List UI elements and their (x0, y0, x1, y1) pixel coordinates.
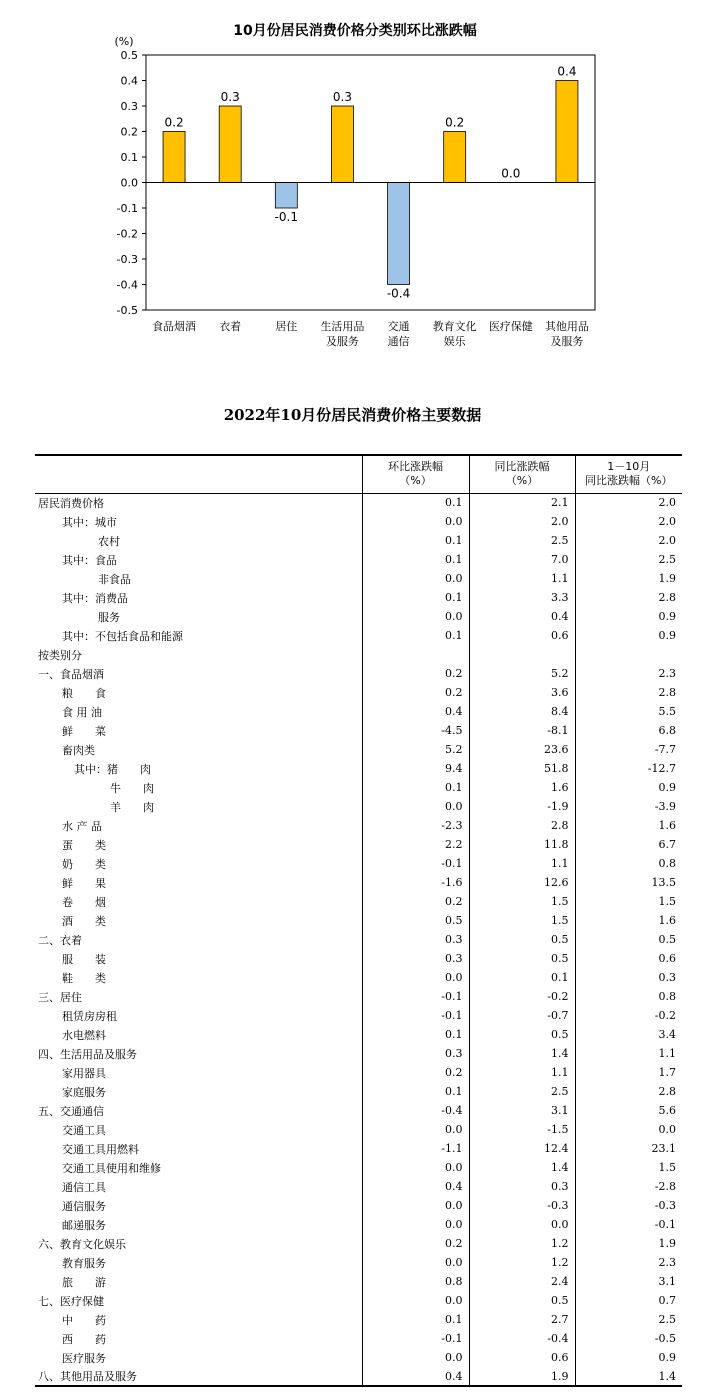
mom-value: 0.0 (362, 1348, 469, 1367)
bar-data-label: 0.0 (501, 166, 521, 181)
ytd-value: 0.3 (575, 968, 682, 987)
yoy-value: 3.3 (469, 588, 575, 607)
ytd-value: 6.7 (575, 835, 682, 854)
header-cell (35, 455, 362, 493)
yoy-value: 1.1 (469, 854, 575, 873)
mom-value: 0.4 (362, 702, 469, 721)
mom-value: 0.1 (362, 626, 469, 645)
yoy-value: 1.1 (469, 1063, 575, 1082)
header-text: （%） (505, 474, 539, 488)
table-row (35, 740, 682, 759)
yoy-value (469, 645, 575, 664)
mom-value: 0.1 (362, 493, 469, 512)
table-row (35, 683, 682, 702)
mom-value: 0.1 (362, 1310, 469, 1329)
yoy-value: 1.4 (469, 1158, 575, 1177)
mom-value: 0.0 (362, 607, 469, 626)
ytd-value: 1.9 (575, 569, 682, 588)
mom-value: 0.3 (362, 949, 469, 968)
table-row (35, 1120, 682, 1139)
yoy-value: -0.4 (469, 1329, 575, 1348)
ytd-value: 2.8 (575, 588, 682, 607)
mom-value: 0.0 (362, 1291, 469, 1310)
ytd-value: 3.4 (575, 1025, 682, 1044)
mom-value: 0.0 (362, 512, 469, 531)
chart-title: 10月份居民消费价格分类别环比涨跌幅 (233, 23, 477, 39)
mom-value: 0.2 (362, 683, 469, 702)
ytd-value: 1.7 (575, 1063, 682, 1082)
bar (444, 132, 466, 183)
table-row (35, 759, 682, 778)
yoy-value: 1.4 (469, 1044, 575, 1063)
header-text: 环比涨跌幅 (388, 460, 443, 474)
table-row (35, 1310, 682, 1329)
table-row (35, 1253, 682, 1272)
yoy-value: 11.8 (469, 835, 575, 854)
ytd-value: 0.9 (575, 778, 682, 797)
ytd-value: 2.0 (575, 531, 682, 550)
x-category-label: 及服务 (550, 335, 584, 348)
yoy-value: 2.4 (469, 1272, 575, 1291)
table-row (35, 1329, 682, 1348)
y-tick-label: 0.0 (120, 176, 138, 190)
ytd-value: -3.9 (575, 797, 682, 816)
row-label: 租赁房房租 (62, 1009, 117, 1023)
yoy-value: 1.5 (469, 892, 575, 911)
table-row (35, 911, 682, 930)
yoy-value: 0.5 (469, 1025, 575, 1044)
ytd-value: 0.9 (575, 626, 682, 645)
ytd-value: 2.3 (575, 1253, 682, 1272)
row-label: 粮 食 (62, 686, 106, 700)
ytd-value: -7.7 (575, 740, 682, 759)
mom-value: 0.2 (362, 664, 469, 683)
x-category-label: 其他用品 (544, 320, 589, 333)
table-row (35, 1177, 682, 1196)
mom-value: 0.3 (362, 1044, 469, 1063)
yoy-value: 2.5 (469, 531, 575, 550)
ytd-value: 2.8 (575, 1082, 682, 1101)
row-label: 鲜 果 (62, 876, 106, 890)
ytd-value: 0.0 (575, 1120, 682, 1139)
row-label: 其中：不包括食品和能源 (62, 629, 183, 643)
table-row (35, 531, 682, 550)
row-label: 畜肉类 (62, 743, 95, 757)
row-label: 通信工具 (62, 1180, 106, 1194)
x-category-label: 通信 (387, 335, 410, 348)
ytd-value: 1.1 (575, 1044, 682, 1063)
yoy-value: -0.3 (469, 1196, 575, 1215)
mom-value: -0.1 (362, 1006, 469, 1025)
ytd-value: 1.4 (575, 1367, 682, 1386)
y-tick-label: 0.5 (120, 49, 138, 62)
mom-value: 0.2 (362, 892, 469, 911)
table-row (35, 702, 682, 721)
ytd-value: -0.3 (575, 1196, 682, 1215)
mom-value: -0.4 (362, 1101, 469, 1120)
ytd-value: 1.5 (575, 1158, 682, 1177)
ytd-value: 0.8 (575, 854, 682, 873)
row-label: 一、食品烟酒 (38, 667, 104, 681)
mom-value: 0.0 (362, 797, 469, 816)
row-label: 水 产 品 (62, 819, 102, 833)
table-row (35, 1348, 682, 1367)
bar-data-label: 0.4 (557, 64, 577, 79)
table-row (35, 1082, 682, 1101)
table-row (35, 1196, 682, 1215)
mom-value: -0.1 (362, 1329, 469, 1348)
y-tick-label: 0.3 (120, 100, 138, 113)
ytd-value: 5.5 (575, 702, 682, 721)
table-row (35, 512, 682, 531)
table-row (35, 1006, 682, 1025)
x-category-label: 交通 (387, 320, 410, 333)
ytd-value: -0.2 (575, 1006, 682, 1025)
mom-value: 0.0 (362, 1158, 469, 1177)
table-row (35, 892, 682, 911)
bar-data-label: 0.2 (445, 115, 465, 130)
mom-value: 0.1 (362, 550, 469, 569)
yoy-value: 3.6 (469, 683, 575, 702)
table-row (35, 1234, 682, 1253)
ytd-value: 2.8 (575, 683, 682, 702)
row-label: 交通工具 (62, 1123, 106, 1137)
row-label: 家用器具 (62, 1066, 106, 1080)
yoy-value: 1.1 (469, 569, 575, 588)
table-row (35, 930, 682, 949)
yoy-value: 8.4 (469, 702, 575, 721)
table-row (35, 1139, 682, 1158)
row-label: 酒 类 (62, 914, 106, 928)
yoy-value: 1.5 (469, 911, 575, 930)
y-axis-unit: (%) (114, 35, 134, 48)
ytd-value: 3.1 (575, 1272, 682, 1291)
table-row (35, 721, 682, 740)
x-category-label: 娱乐 (443, 335, 466, 348)
header-cell (575, 455, 682, 493)
bar-data-label: -0.4 (386, 286, 411, 301)
yoy-value: 0.3 (469, 1177, 575, 1196)
bar-data-label: 0.3 (220, 90, 240, 104)
row-label: 四、生活用品及服务 (38, 1047, 137, 1061)
ytd-value: 2.5 (575, 1310, 682, 1329)
row-label: 邮递服务 (62, 1218, 106, 1232)
row-label: 医疗服务 (62, 1351, 106, 1365)
cpi-mom-bar-chart (0, 0, 705, 380)
ytd-value: 6.8 (575, 721, 682, 740)
yoy-value: 1.9 (469, 1367, 575, 1386)
ytd-value: 1.6 (575, 911, 682, 930)
mom-value: -0.1 (362, 854, 469, 873)
table-row (35, 1063, 682, 1082)
table-row (35, 1367, 682, 1386)
row-label: 三、居住 (38, 990, 82, 1004)
yoy-value: 1.2 (469, 1234, 575, 1253)
x-category-label: 居住 (275, 320, 298, 333)
table-row (35, 493, 682, 512)
bar (275, 183, 297, 209)
y-tick-label: -0.4 (116, 278, 138, 292)
ytd-value: -12.7 (575, 759, 682, 778)
row-label: 食 用 油 (62, 705, 102, 719)
ytd-value: 1.6 (575, 816, 682, 835)
mom-value: 0.1 (362, 1025, 469, 1044)
ytd-value: 2.5 (575, 550, 682, 569)
ytd-value: 2.3 (575, 664, 682, 683)
mom-value: 0.0 (362, 1253, 469, 1272)
row-label: 羊 肉 (110, 800, 154, 814)
yoy-value: 23.6 (469, 740, 575, 759)
row-label: 家庭服务 (62, 1085, 106, 1099)
table-header-row (35, 455, 682, 493)
ytd-value: -0.5 (575, 1329, 682, 1348)
row-label: 八、其他用品及服务 (35, 1367, 362, 1386)
yoy-value: -8.1 (469, 721, 575, 740)
header-cell (362, 455, 469, 493)
ytd-value: 23.1 (575, 1139, 682, 1158)
table-row (35, 1101, 682, 1120)
mom-value: -4.5 (362, 721, 469, 740)
header-text: 同比涨跌幅（%） (585, 474, 673, 488)
yoy-value: 0.5 (469, 1291, 575, 1310)
mom-value: 0.8 (362, 1272, 469, 1291)
header-text: （%） (399, 474, 432, 488)
mom-value: 0.2 (362, 1063, 469, 1082)
table-title: 2022年10月份居民消费价格主要数据 (223, 406, 482, 424)
mom-value: 0.0 (362, 569, 469, 588)
bar (219, 106, 241, 183)
table-row (35, 550, 682, 569)
ytd-value: 2.0 (575, 512, 682, 531)
bar (331, 106, 353, 183)
table-row (35, 873, 682, 892)
yoy-value: 12.6 (469, 873, 575, 892)
y-tick-label: 0.4 (120, 74, 138, 88)
mom-value: -0.1 (362, 987, 469, 1006)
row-label: 交通工具使用和维修 (62, 1161, 161, 1175)
yoy-value: -0.7 (469, 1006, 575, 1025)
mom-value: 0.1 (362, 1082, 469, 1101)
bar-data-label: 0.3 (332, 90, 352, 104)
mom-value: 0.0 (362, 1215, 469, 1234)
bar (163, 132, 185, 183)
row-label: 交通工具用燃料 (62, 1142, 139, 1156)
table-row (35, 607, 682, 626)
yoy-value: 2.0 (469, 512, 575, 531)
x-category-label: 医疗保健 (488, 320, 533, 333)
yoy-value: 2.5 (469, 1082, 575, 1101)
mom-value: 9.4 (362, 759, 469, 778)
yoy-value: -1.9 (469, 797, 575, 816)
row-label: 西 药 (62, 1332, 106, 1346)
table-row (35, 778, 682, 797)
ytd-value: 1.9 (575, 1234, 682, 1253)
yoy-value: 5.2 (469, 664, 575, 683)
row-label: 居民消费价格 (38, 496, 104, 510)
yoy-value: 2.1 (469, 493, 575, 512)
row-label: 鲜 菜 (62, 724, 106, 738)
yoy-value: 2.7 (469, 1310, 575, 1329)
y-tick-label: -0.2 (116, 227, 138, 241)
table-row (35, 797, 682, 816)
row-label: 六、教育文化娱乐 (38, 1237, 126, 1251)
table-row (35, 816, 682, 835)
y-tick-label: -0.3 (116, 253, 138, 266)
ytd-value: 5.6 (575, 1101, 682, 1120)
x-category-label: 衣着 (219, 320, 242, 333)
y-tick-label: 0.1 (120, 151, 138, 164)
table-row (35, 645, 682, 664)
row-label: 蛋 类 (62, 838, 106, 852)
yoy-value: 7.0 (469, 550, 575, 569)
yoy-value: 1.2 (469, 1253, 575, 1272)
table-row (35, 588, 682, 607)
row-label: 服务 (98, 610, 120, 624)
cpi-data-table (35, 454, 682, 1387)
table-row (35, 1291, 682, 1310)
header-text: 同比涨跌幅 (494, 460, 550, 474)
mom-value: 2.2 (362, 835, 469, 854)
yoy-value: 0.5 (469, 930, 575, 949)
mom-value: 5.2 (362, 740, 469, 759)
row-label: 鞋 类 (62, 971, 106, 985)
yoy-value: 0.5 (469, 949, 575, 968)
row-label: 其中：食品 (62, 553, 117, 567)
mom-value: 0.3 (362, 930, 469, 949)
bar (556, 81, 578, 183)
row-label: 其中：猪 肉 (74, 762, 151, 776)
row-label: 水电燃料 (62, 1028, 106, 1042)
row-label: 牛 肉 (110, 781, 154, 795)
mom-value: 0.0 (362, 1120, 469, 1139)
table-row (35, 626, 682, 645)
ytd-value: 0.8 (575, 987, 682, 1006)
mom-value (362, 645, 469, 664)
ytd-value: 0.9 (575, 1348, 682, 1367)
yoy-value: 1.6 (469, 778, 575, 797)
mom-value: 0.0 (362, 1196, 469, 1215)
row-label: 二、衣着 (38, 933, 82, 947)
table-row (35, 1272, 682, 1291)
yoy-value: -0.2 (469, 987, 575, 1006)
yoy-value: 3.1 (469, 1101, 575, 1120)
header-cell (469, 455, 575, 493)
ytd-value (575, 645, 682, 664)
yoy-value: 0.0 (469, 1215, 575, 1234)
mom-value: -1.1 (362, 1139, 469, 1158)
row-label: 旅 游 (62, 1275, 106, 1289)
x-category-label: 教育文化 (432, 320, 477, 333)
y-tick-label: -0.5 (116, 304, 138, 317)
table-row (35, 949, 682, 968)
ytd-value: 13.5 (575, 873, 682, 892)
row-label: 按类别分 (38, 648, 82, 662)
mom-value: 0.1 (362, 588, 469, 607)
mom-value: 0.2 (362, 1234, 469, 1253)
bar-data-label: -0.1 (274, 210, 299, 224)
ytd-value: -0.1 (575, 1215, 682, 1234)
table-row (35, 835, 682, 854)
mom-value: 0.0 (362, 968, 469, 987)
ytd-value: 0.7 (575, 1291, 682, 1310)
ytd-value: -2.8 (575, 1177, 682, 1196)
ytd-value: 0.9 (575, 607, 682, 626)
row-label: 五、交通通信 (38, 1104, 104, 1118)
mom-value: 0.1 (362, 531, 469, 550)
bar (388, 183, 410, 285)
ytd-value: 2.0 (575, 493, 682, 512)
row-label: 服 装 (62, 952, 106, 966)
ytd-value: 1.5 (575, 892, 682, 911)
table-row (35, 854, 682, 873)
yoy-value: 2.8 (469, 816, 575, 835)
row-label: 通信服务 (62, 1199, 106, 1213)
x-category-label: 及服务 (325, 335, 359, 348)
yoy-value: 51.8 (469, 759, 575, 778)
table-row (35, 987, 682, 1006)
mom-value: -2.3 (362, 816, 469, 835)
table-row (35, 968, 682, 987)
row-label: 其中：消费品 (62, 591, 128, 605)
x-category-label: 食品烟酒 (152, 320, 197, 333)
bar-data-label: 0.2 (164, 115, 184, 130)
yoy-value: 0.4 (469, 607, 575, 626)
yoy-value: -1.5 (469, 1120, 575, 1139)
table-row (35, 1044, 682, 1063)
mom-value: 0.4 (362, 1367, 469, 1386)
row-label: 七、医疗保健 (38, 1294, 104, 1308)
table-row (35, 1215, 682, 1234)
x-category-label: 生活用品 (320, 320, 365, 333)
row-label: 卷 烟 (62, 895, 106, 909)
y-tick-label: 0.2 (120, 125, 138, 139)
table-row (35, 664, 682, 683)
mom-value: 0.4 (362, 1177, 469, 1196)
row-label: 农村 (98, 534, 120, 548)
table-row (35, 1158, 682, 1177)
mom-value: -1.6 (362, 873, 469, 892)
header-text: 1－10月 (607, 460, 651, 474)
yoy-value: 0.1 (469, 968, 575, 987)
row-label: 中 药 (62, 1313, 106, 1327)
yoy-value: 0.6 (469, 1348, 575, 1367)
row-label: 其中：城市 (62, 515, 117, 529)
yoy-value: 12.4 (469, 1139, 575, 1158)
row-label: 教育服务 (62, 1256, 106, 1270)
ytd-value: 0.6 (575, 949, 682, 968)
mom-value: 0.1 (362, 778, 469, 797)
table-row (35, 1025, 682, 1044)
row-label: 奶 类 (62, 857, 106, 871)
mom-value: 0.5 (362, 911, 469, 930)
row-label: 非食品 (98, 572, 131, 586)
table-row (35, 569, 682, 588)
y-tick-label: -0.1 (116, 202, 138, 215)
yoy-value: 0.6 (469, 626, 575, 645)
ytd-value: 0.5 (575, 930, 682, 949)
